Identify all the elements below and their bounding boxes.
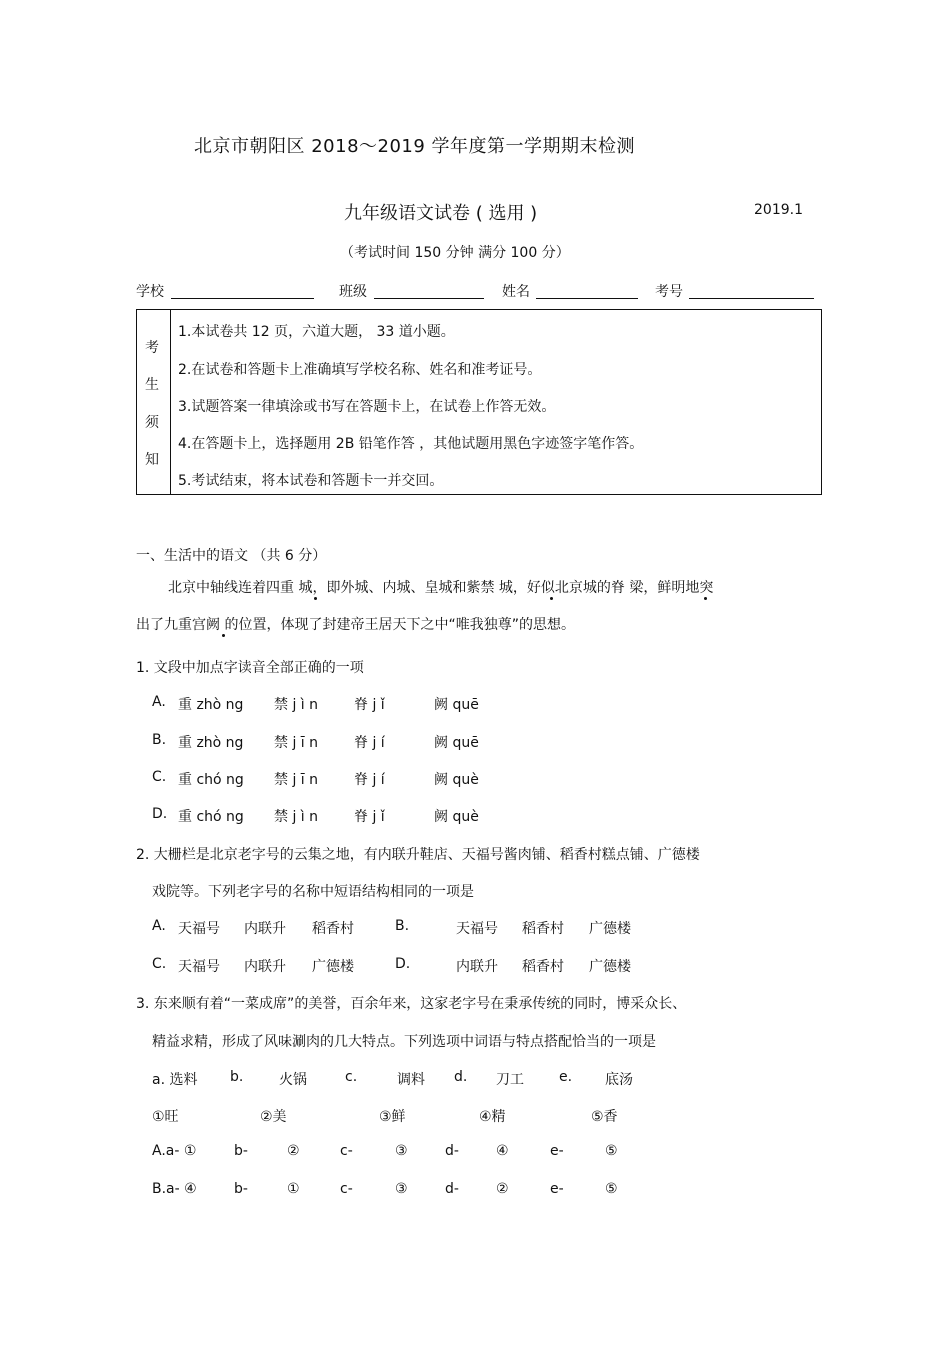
option-item: 禁 j ī n bbox=[274, 772, 319, 788]
class-field[interactable] bbox=[374, 298, 484, 299]
option-item: 广德楼 bbox=[589, 921, 631, 937]
option-item: 重 chó ng bbox=[178, 772, 244, 788]
q3-option-cell: c- bbox=[340, 1181, 353, 1197]
option-item: 阙 què bbox=[434, 809, 479, 825]
emphasis-dot bbox=[314, 597, 317, 600]
option-item: 重 zhò ng bbox=[178, 735, 244, 751]
q3-option-cell: e- bbox=[550, 1143, 564, 1159]
option-letter: B. bbox=[395, 918, 410, 934]
option-item: 天福号 bbox=[178, 959, 220, 975]
q3-option-cell: d- bbox=[445, 1143, 459, 1159]
exam-title-line1: 北京市朝阳区 2018～2019 学年度第一学期期末检测 bbox=[194, 136, 636, 157]
q3-option-cell: ④ bbox=[496, 1143, 509, 1159]
notice-label-char: 知 bbox=[145, 452, 159, 468]
notice-item: 4.在答题卡上，选择题用 2B 铅笔作答 ，其他试题用黑色字迹签字笔作答。 bbox=[178, 436, 644, 452]
q3-option-cell: ⑤ bbox=[605, 1181, 618, 1197]
q3-option-cell: B.a- ④ bbox=[152, 1181, 197, 1197]
option-item: 脊 j í bbox=[354, 772, 385, 788]
q3-option-cell: b- bbox=[234, 1143, 248, 1159]
notice-item: 2.在试卷和答题卡上准确填写学校名称、姓名和准考证号。 bbox=[178, 362, 542, 378]
notice-label-char: 须 bbox=[145, 415, 159, 431]
q3-item: 调料 bbox=[397, 1072, 425, 1088]
q3-trait: ②美 bbox=[260, 1109, 287, 1125]
q3-item: b. bbox=[230, 1069, 244, 1085]
q3-trait: ①旺 bbox=[152, 1109, 179, 1125]
option-item: 内联升 bbox=[244, 959, 286, 975]
option-item: 广德楼 bbox=[589, 959, 631, 975]
q3-option-cell: ② bbox=[496, 1181, 509, 1197]
option-item: 阙 quē bbox=[434, 697, 479, 713]
emphasis-dot bbox=[704, 597, 707, 600]
option-item: 稻香村 bbox=[522, 959, 564, 975]
q3-option-cell: ② bbox=[287, 1143, 300, 1159]
passage-line: 北京中轴线连着四重 城，即外城、内城、皇城和紫禁 城，好似北京城的脊 梁，鲜明地突 bbox=[168, 580, 714, 596]
q3-option-cell: ⑤ bbox=[605, 1143, 618, 1159]
option-letter: D. bbox=[152, 806, 168, 822]
exam-title-line2: 九年级语文试卷 ( 选用 ) bbox=[344, 203, 538, 224]
q3-trait: ⑤香 bbox=[591, 1109, 618, 1125]
emphasis-dot bbox=[550, 597, 553, 600]
name-field[interactable] bbox=[536, 298, 638, 299]
passage-line: 出了九重宫阙 的位置，体现了封建帝王居天下之中“唯我独尊”的思想。 bbox=[136, 617, 575, 633]
option-letter: B. bbox=[152, 732, 167, 748]
q3-option-cell: e- bbox=[550, 1181, 564, 1197]
q3-item: 底汤 bbox=[605, 1072, 633, 1088]
option-item: 阙 què bbox=[434, 772, 479, 788]
question-1-stem: 1. 文段中加点字读音全部正确的一项 bbox=[136, 660, 364, 676]
q3-option-cell: A.a- ① bbox=[152, 1143, 197, 1159]
notice-label-char: 考 bbox=[145, 340, 159, 356]
option-item: 稻香村 bbox=[312, 921, 354, 937]
q3-trait: ④精 bbox=[479, 1109, 506, 1125]
school-label: 学校 bbox=[136, 284, 164, 300]
question-3-stem: 3. 东来顺有着“一菜成席”的美誉，百余年来，这家老字号在秉承传统的同时，博采众长、 bbox=[136, 996, 687, 1012]
q3-item: e. bbox=[559, 1069, 573, 1085]
q3-option-cell: ③ bbox=[395, 1181, 408, 1197]
option-item: 重 zhò ng bbox=[178, 697, 244, 713]
question-2-stem: 2. 大栅栏是北京老字号的云集之地，有内联升鞋店、天福号酱肉铺、稻香村糕点铺、广德楼 bbox=[136, 847, 700, 863]
q3-option-cell: d- bbox=[445, 1181, 459, 1197]
q3-item: 火锅 bbox=[279, 1072, 307, 1088]
name-label: 姓名 bbox=[502, 284, 530, 300]
school-field[interactable] bbox=[171, 298, 314, 299]
notice-item: 1.本试卷共 12 页，六道大题， 33 道小题。 bbox=[178, 324, 455, 340]
option-item: 禁 j ì n bbox=[274, 697, 319, 713]
q3-item: 刀工 bbox=[496, 1072, 524, 1088]
option-letter: A. bbox=[152, 694, 166, 710]
question-2-stem-cont: 戏院等。下列老字号的名称中短语结构相同的一项是 bbox=[152, 884, 474, 900]
option-item: 天福号 bbox=[456, 921, 498, 937]
option-item: 内联升 bbox=[244, 921, 286, 937]
exam-id-field[interactable] bbox=[689, 298, 814, 299]
option-item: 脊 j í bbox=[354, 735, 385, 751]
option-item: 阙 quē bbox=[434, 735, 479, 751]
notice-item: 5.考试结束，将本试卷和答题卡一并交回。 bbox=[178, 473, 444, 489]
q3-option-cell: c- bbox=[340, 1143, 353, 1159]
q3-option-cell: ③ bbox=[395, 1143, 408, 1159]
question-3-stem-cont: 精益求精，形成了风味涮肉的几大特点。下列选项中词语与特点搭配恰当的一项是 bbox=[152, 1034, 656, 1050]
exam-time-info: （考试时间 150 分钟 满分 100 分） bbox=[340, 245, 570, 261]
option-item: 脊 j ǐ bbox=[354, 697, 385, 713]
option-item: 稻香村 bbox=[522, 921, 564, 937]
emphasis-dot bbox=[222, 634, 225, 637]
q3-item: a. 选料 bbox=[152, 1072, 198, 1088]
section-heading: 一、生活中的语文 （共 6 分） bbox=[136, 548, 327, 564]
id-label: 考号 bbox=[655, 284, 683, 300]
option-item: 禁 j ì n bbox=[274, 809, 319, 825]
exam-date: 2019.1 bbox=[754, 202, 803, 218]
option-item: 广德楼 bbox=[312, 959, 354, 975]
option-item: 脊 j ǐ bbox=[354, 809, 385, 825]
q3-item: d. bbox=[454, 1069, 468, 1085]
option-letter: C. bbox=[152, 956, 167, 972]
q3-item: c. bbox=[345, 1069, 358, 1085]
notice-label-char: 生 bbox=[145, 377, 159, 393]
option-letter: A. bbox=[152, 918, 166, 934]
option-item: 禁 j ī n bbox=[274, 735, 319, 751]
option-item: 重 chó ng bbox=[178, 809, 244, 825]
candidate-notice-box bbox=[136, 309, 822, 495]
q3-option-cell: b- bbox=[234, 1181, 248, 1197]
option-letter: D. bbox=[395, 956, 411, 972]
notice-item: 3.试题答案一律填涂或书写在答题卡上，在试卷上作答无效。 bbox=[178, 399, 556, 415]
class-label: 班级 bbox=[339, 284, 367, 300]
q3-trait: ③鲜 bbox=[379, 1109, 406, 1125]
option-item: 天福号 bbox=[178, 921, 220, 937]
q3-option-cell: ① bbox=[287, 1181, 300, 1197]
option-item: 内联升 bbox=[456, 959, 498, 975]
notice-label-column bbox=[137, 310, 171, 494]
option-letter: C. bbox=[152, 769, 167, 785]
